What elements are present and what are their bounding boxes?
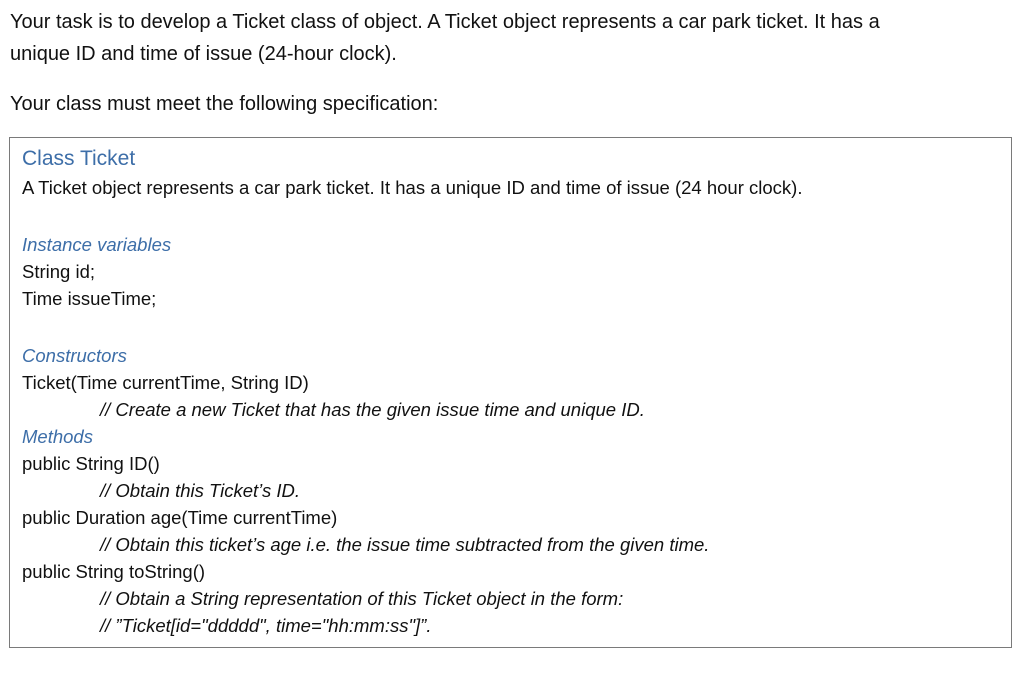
specification-box bbox=[9, 137, 1012, 648]
method-id-comment: // Obtain this Ticket’s ID. bbox=[100, 480, 300, 501]
instance-variable-issue-time: Time issueTime; bbox=[22, 288, 157, 309]
constructor-comment: // Create a new Ticket that has the given issue time and unique ID. bbox=[100, 399, 645, 420]
methods-heading: Methods bbox=[22, 426, 93, 447]
specification-content bbox=[22, 144, 1003, 639]
task-text-line-2: unique ID and time of issue (24-hour clock). bbox=[10, 43, 397, 65]
method-id-signature: public String ID() bbox=[22, 453, 160, 474]
method-tostring-comment-1: // Obtain a String representation of this Ticket object in the form: bbox=[100, 588, 624, 609]
method-age-signature: public Duration age(Time currentTime) bbox=[22, 507, 338, 528]
constructor-signature: Ticket(Time currentTime, String ID) bbox=[22, 372, 309, 393]
task-text-line-1: Your task is to develop a Ticket class of object. A Ticket object represents a car park ticket. It has a bbox=[10, 11, 880, 33]
method-tostring-signature: public String toString() bbox=[22, 561, 206, 582]
spec-lead-text: Your class must meet the following specification: bbox=[10, 93, 439, 115]
intro-section bbox=[10, 6, 1014, 120]
class-title: Class Ticket bbox=[22, 147, 136, 170]
method-tostring-comment-2: // ”Ticket[id="ddddd", time="hh:mm:ss"]”. bbox=[100, 615, 432, 636]
method-age-comment: // Obtain this ticket’s age i.e. the issue time subtracted from the given time. bbox=[100, 534, 710, 555]
instance-variables-heading: Instance variables bbox=[22, 234, 172, 255]
constructors-heading: Constructors bbox=[22, 345, 127, 366]
class-description: A Ticket object represents a car park ticket. It has a unique ID and time of issue (24 hour clock). bbox=[22, 177, 803, 198]
instance-variable-id: String id; bbox=[22, 261, 96, 282]
